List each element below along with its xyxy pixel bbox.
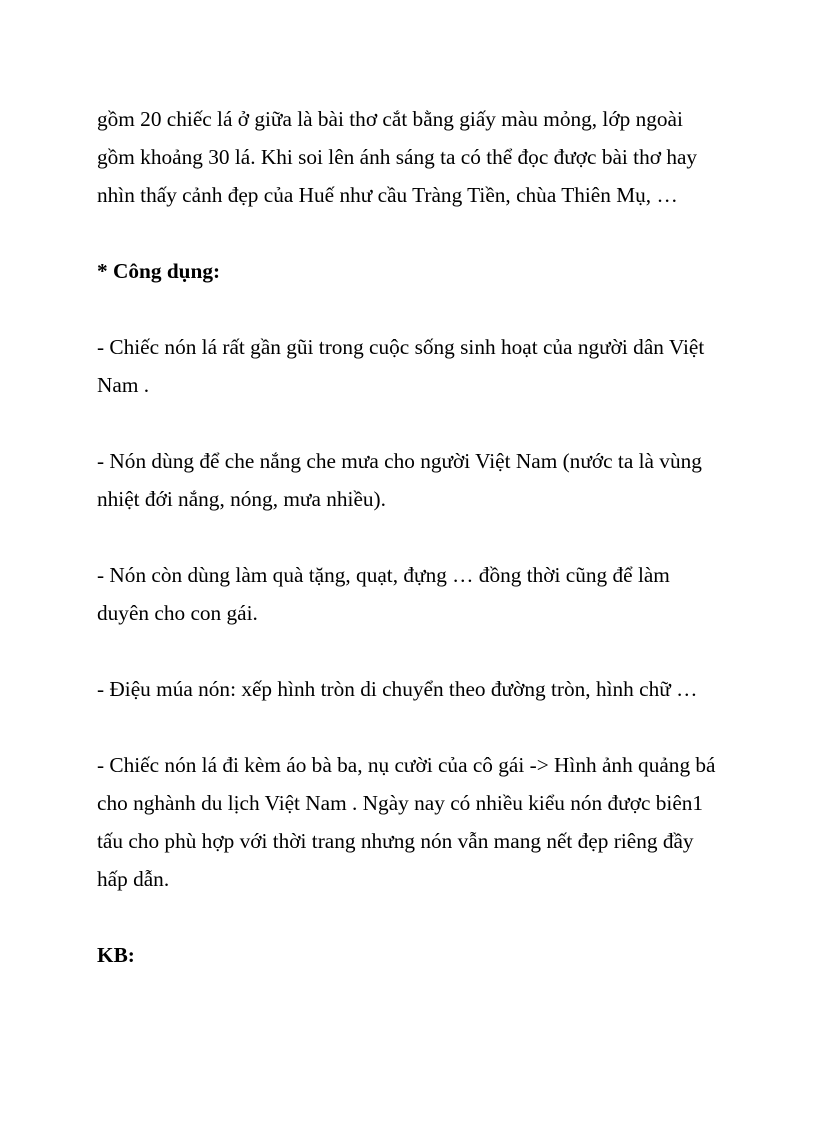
- text-line: gồm khoảng 30 lá. Khi soi lên ánh sáng ta có thể đọc được bài thơ hay: [97, 145, 698, 169]
- text-line: - Nón dùng để che nắng che mưa cho người Việt Nam (nước ta là vùng: [97, 449, 702, 473]
- usage-heading: * Công dụng:: [97, 259, 221, 283]
- usage-item-1: [97, 328, 737, 404]
- usage-item-3: [97, 556, 737, 632]
- text-line: nhìn thấy cảnh đẹp của Huế như cầu Tràng Tiền, chùa Thiên Mụ, …: [97, 183, 678, 207]
- paragraph-gap: [97, 898, 737, 936]
- text-line: hấp dẫn.: [97, 867, 170, 891]
- text-line: - Điệu múa nón: xếp hình tròn di chuyển theo đường tròn, hình chữ …: [97, 677, 698, 701]
- paragraph-gap: [97, 518, 737, 556]
- usage-item-5: [97, 746, 737, 898]
- paragraph-gap: [97, 404, 737, 442]
- paragraph-gap: [97, 290, 737, 328]
- text-line: gồm 20 chiếc lá ở giữa là bài thơ cắt bằng giấy màu mỏng, lớp ngoài: [97, 107, 683, 131]
- usage-item-4: [97, 670, 737, 708]
- text-line: - Chiếc nón lá đi kèm áo bà ba, nụ cười của cô gái -> Hình ảnh quảng bá: [97, 753, 716, 777]
- text-line: tấu cho phù hợp với thời trang nhưng nón vẫn mang nết đẹp riêng đầy: [97, 829, 694, 853]
- text-line: nhiệt đới nắng, nóng, mưa nhiều).: [97, 487, 386, 511]
- text-line: - Nón còn dùng làm quà tặng, quạt, đựng … đồng thời cũng để làm: [97, 563, 670, 587]
- intro-paragraph: [97, 100, 737, 214]
- paragraph-gap: [97, 708, 737, 746]
- text-line: - Chiếc nón lá rất gần gũi trong cuộc sống sinh hoạt của người dân Việt: [97, 335, 705, 359]
- paragraph-gap: [97, 214, 737, 252]
- text-line: cho nghành du lịch Việt Nam . Ngày nay có nhiều kiểu nón được biên1: [97, 791, 704, 815]
- text-line: duyên cho con gái.: [97, 601, 258, 625]
- paragraph-gap: [97, 632, 737, 670]
- usage-item-2: [97, 442, 737, 518]
- kb-heading: KB:: [97, 943, 135, 967]
- document-body: [97, 100, 737, 974]
- text-line: Nam .: [97, 373, 150, 397]
